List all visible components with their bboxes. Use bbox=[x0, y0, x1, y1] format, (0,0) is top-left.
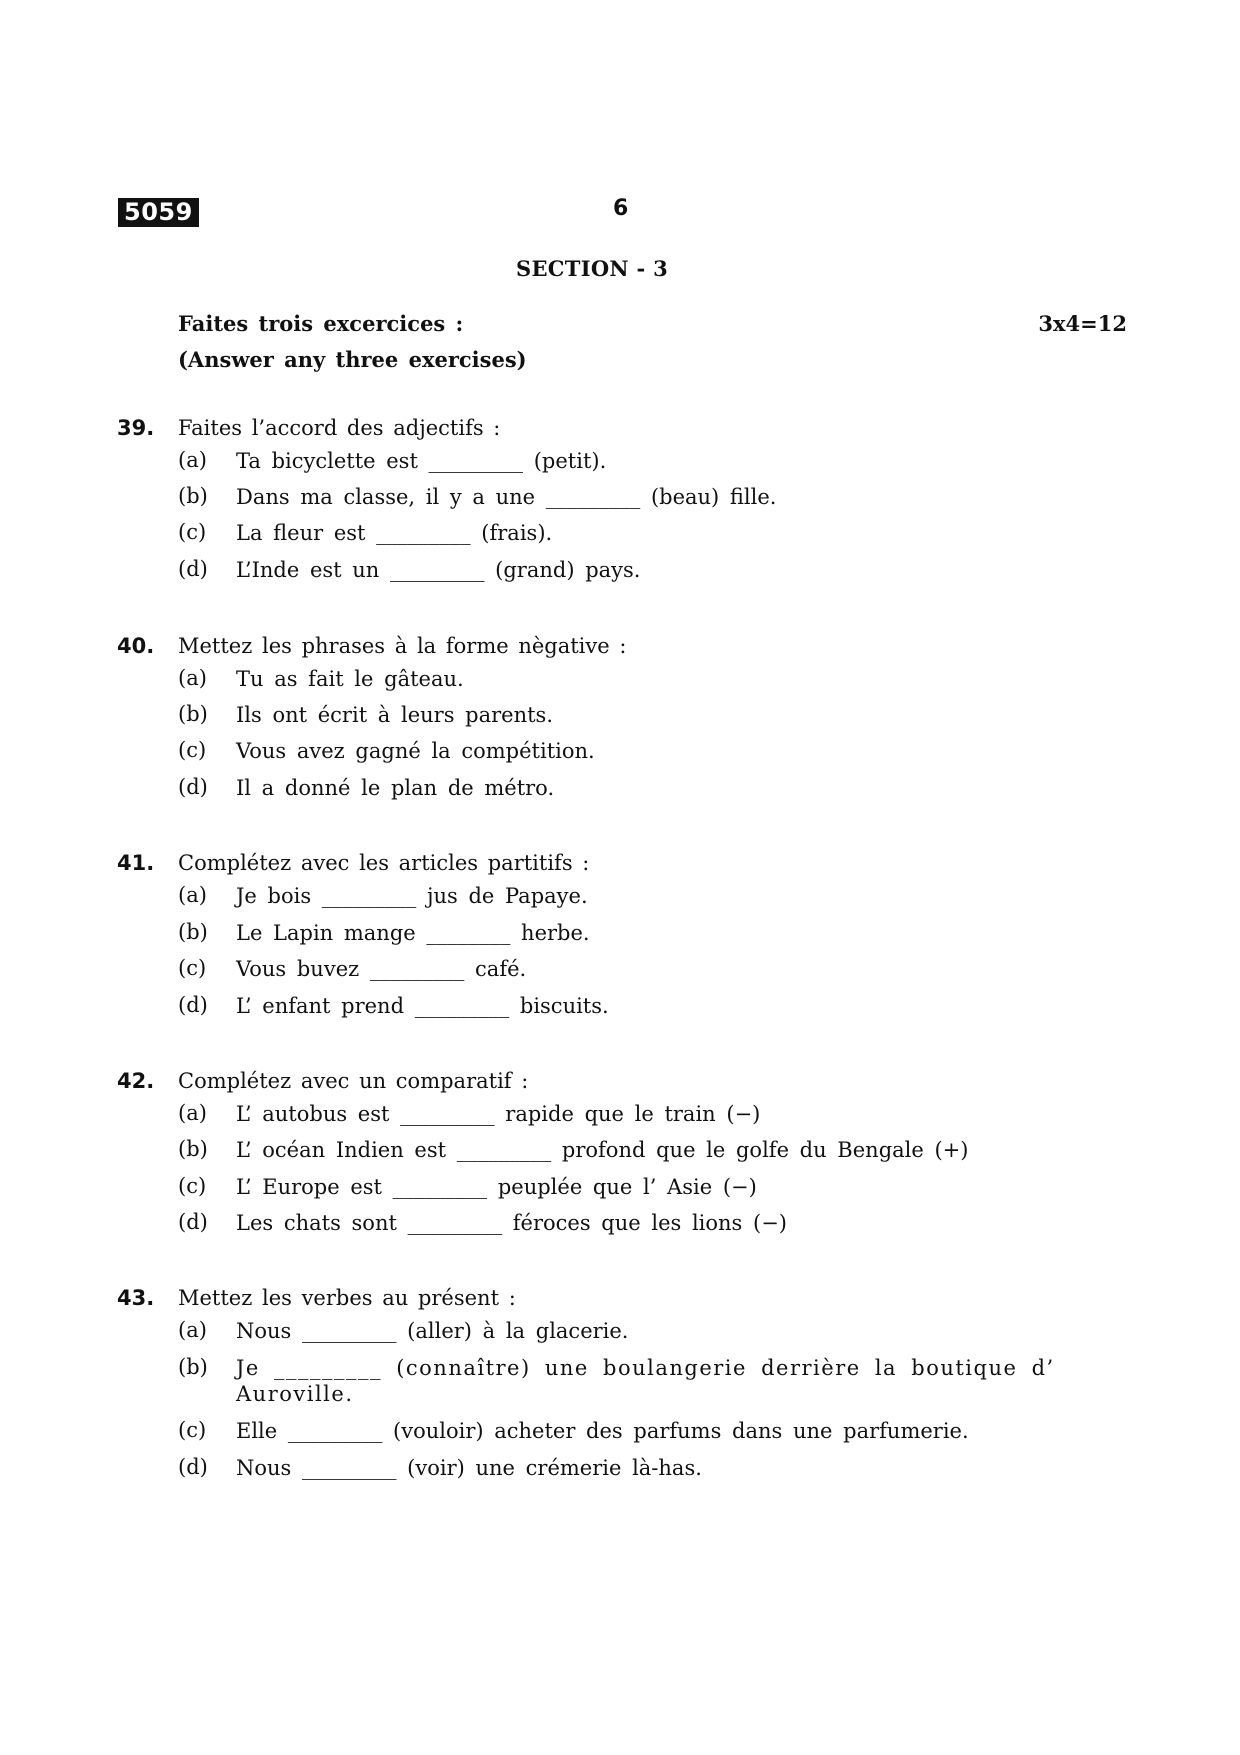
question-prompt: Complétez avec les articles partitifs : bbox=[178, 851, 590, 875]
question-40 bbox=[0, 634, 1240, 811]
section-title: SECTION - 3 bbox=[516, 256, 669, 281]
item-label: (d) bbox=[178, 557, 208, 581]
question-item bbox=[0, 702, 1240, 738]
item-label: (c) bbox=[178, 956, 207, 980]
item-text: Il a donné le plan de métro. bbox=[236, 776, 555, 800]
item-text: Elle _________ (vouloir) acheter des parfums dans une parfumerie. bbox=[236, 1419, 969, 1443]
item-text: La fleur est _________ (frais). bbox=[236, 521, 553, 545]
item-label: (d) bbox=[178, 1210, 208, 1234]
item-text: Nous _________ (aller) à la glacerie. bbox=[236, 1319, 629, 1343]
question-item bbox=[0, 1174, 1240, 1210]
question-item bbox=[0, 956, 1240, 993]
item-text: L’ océan Indien est _________ profond que le golfe du Bengale (+) bbox=[236, 1138, 969, 1162]
question-item bbox=[0, 920, 1240, 956]
question-number: 43. bbox=[117, 1286, 155, 1310]
item-label: (b) bbox=[178, 1355, 208, 1379]
page-number: 6 bbox=[613, 196, 629, 221]
item-label: (a) bbox=[178, 1101, 207, 1125]
question-number: 40. bbox=[117, 634, 155, 658]
question-42 bbox=[0, 1069, 1240, 1246]
question-item bbox=[0, 738, 1240, 775]
question-item bbox=[0, 1455, 1240, 1491]
item-text: Vous avez gagné la compétition. bbox=[236, 739, 595, 763]
question-item bbox=[0, 993, 1240, 1029]
question-number: 39. bbox=[117, 416, 155, 440]
question-item bbox=[0, 557, 1240, 593]
marks-allocation: 3x4=12 bbox=[1038, 311, 1127, 336]
item-label: (d) bbox=[178, 775, 208, 799]
item-text: Nous _________ (voir) une crémerie là-has. bbox=[236, 1456, 702, 1480]
item-label: (c) bbox=[178, 520, 207, 544]
question-39 bbox=[0, 416, 1240, 593]
item-text: L’ enfant prend _________ biscuits. bbox=[236, 994, 609, 1018]
instruction-french: Faites trois excercices : bbox=[178, 311, 464, 336]
question-item bbox=[0, 1210, 1240, 1246]
item-text: Le Lapin mange ________ herbe. bbox=[236, 921, 590, 945]
question-item bbox=[0, 448, 1240, 484]
question-item bbox=[0, 1318, 1240, 1355]
question-41 bbox=[0, 851, 1240, 1029]
item-text: Je bois _________ jus de Papaye. bbox=[236, 884, 588, 908]
question-number: 42. bbox=[117, 1069, 155, 1093]
question-item bbox=[0, 666, 1240, 702]
question-prompt: Mettez les phrases à la forme nègative : bbox=[178, 634, 627, 658]
item-text: L’ Europe est _________ peuplée que l’ Asie (−) bbox=[236, 1175, 757, 1199]
item-text: Tu as fait le gâteau. bbox=[236, 667, 464, 691]
item-text: Vous buvez _________ café. bbox=[236, 957, 527, 981]
question-43 bbox=[0, 1286, 1240, 1491]
item-label: (b) bbox=[178, 1137, 208, 1161]
instruction-english: (Answer any three exercises) bbox=[178, 347, 527, 372]
item-label: (d) bbox=[178, 993, 208, 1017]
item-label: (b) bbox=[178, 484, 208, 508]
item-text: L’ autobus est _________ rapide que le train (−) bbox=[236, 1102, 761, 1126]
question-item bbox=[0, 883, 1240, 920]
item-text: Dans ma classe, il y a une _________ (beau) fille. bbox=[236, 485, 777, 509]
question-item bbox=[0, 1137, 1240, 1174]
question-item bbox=[0, 1355, 1240, 1418]
item-text: Ta bicyclette est _________ (petit). bbox=[236, 449, 607, 473]
item-label: (c) bbox=[178, 1174, 207, 1198]
question-number: 41. bbox=[117, 851, 155, 875]
question-item bbox=[0, 775, 1240, 811]
item-text: Les chats sont _________ féroces que les lions (−) bbox=[236, 1211, 787, 1235]
item-label: (a) bbox=[178, 883, 207, 907]
question-prompt: Complétez avec un comparatif : bbox=[178, 1069, 529, 1093]
item-label: (d) bbox=[178, 1455, 208, 1479]
item-text: Je _________ (connaître) une boulangerie derrière la boutique d’ Auroville. bbox=[236, 1356, 1055, 1406]
item-label: (c) bbox=[178, 1418, 207, 1442]
item-label: (a) bbox=[178, 448, 207, 472]
item-text: Ils ont écrit à leurs parents. bbox=[236, 703, 554, 727]
item-label: (a) bbox=[178, 1318, 207, 1342]
question-item bbox=[0, 520, 1240, 557]
question-prompt: Faites l’accord des adjectifs : bbox=[178, 416, 501, 440]
question-item bbox=[0, 1101, 1240, 1137]
item-label: (b) bbox=[178, 702, 208, 726]
question-item bbox=[0, 484, 1240, 520]
item-label: (a) bbox=[178, 666, 207, 690]
paper-code-badge: 5059 bbox=[118, 198, 199, 227]
question-prompt: Mettez les verbes au présent : bbox=[178, 1286, 516, 1310]
question-item bbox=[0, 1418, 1240, 1455]
item-label: (b) bbox=[178, 920, 208, 944]
item-text: L’Inde est un _________ (grand) pays. bbox=[236, 558, 641, 582]
item-label: (c) bbox=[178, 738, 207, 762]
